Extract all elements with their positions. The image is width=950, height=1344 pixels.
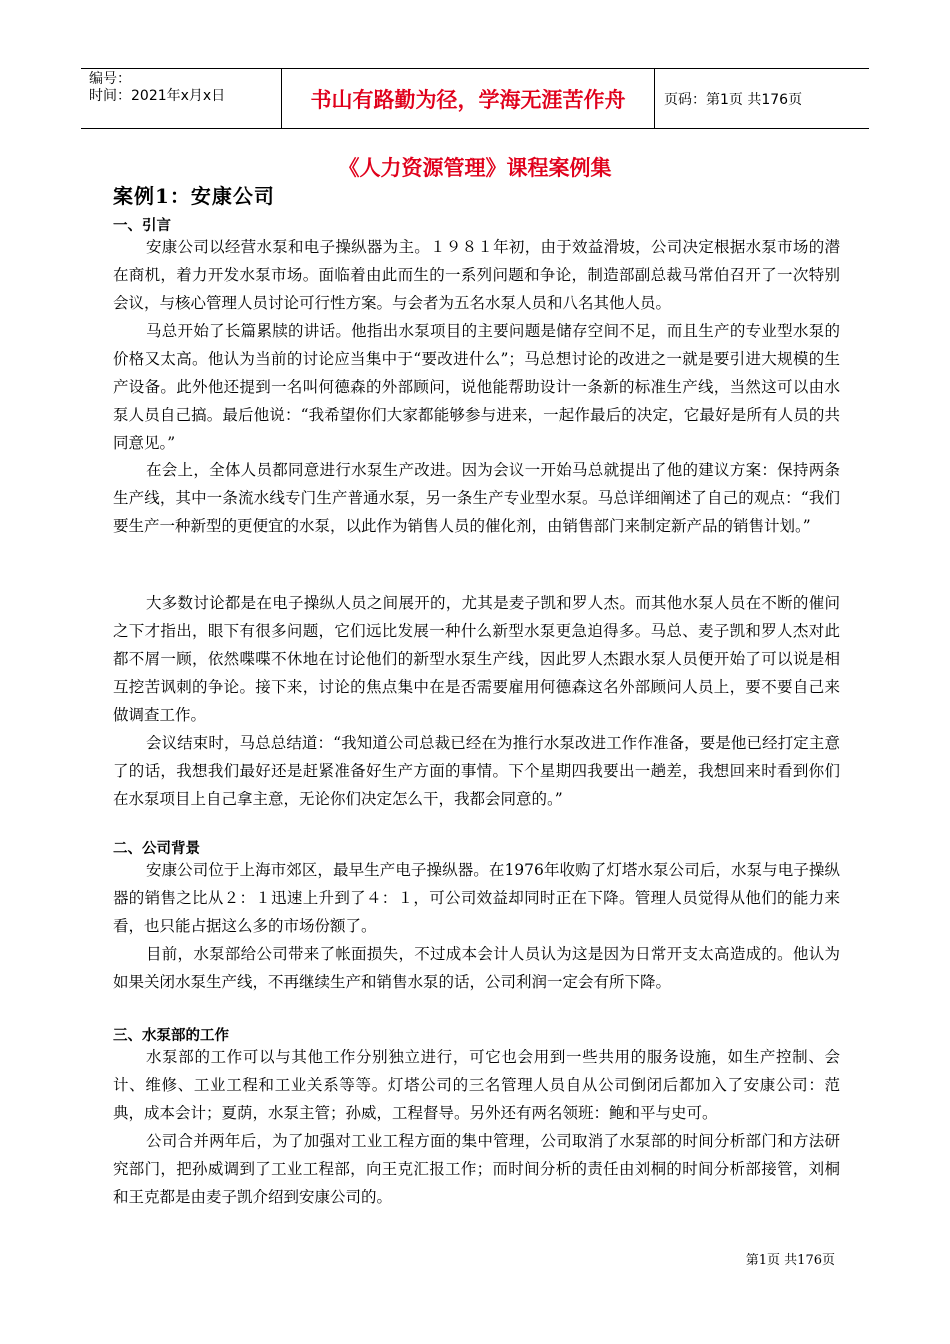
header-meta [81, 69, 282, 128]
paragraph: 公司合并两年后，为了加强对工业工程方面的集中管理，公司取消了水泵部的时间分析部门和方法研究部门，把孙威调到了工业工程部，向王克汇报工作；而时间分析的责任由刘桐的时间分析部接管，刘桐和王克都是由麦子凯介绍到安康公司的。 [113, 1132, 840, 1206]
number-label: 编号： [89, 71, 131, 87]
paragraph: 目前，水泵部给公司带来了帐面损失，不过成本会计人员认为这是因为日常开支太高造成的。他认为如果关闭水泵生产线，不再继续生产和销售水泵的话，公司利润一定会有所下降。 [113, 945, 840, 991]
document-title: 《人力资源管理》课程案例集 [338, 156, 612, 180]
time-label: 时间：2021年x月x日 [89, 88, 226, 104]
paragraph: 安康公司位于上海市郊区，最早生产电子操纵器。在1976年收购了灯塔水泵公司后，水泵与电子操纵器的销售之比从２：１迅速上升到了４：１，可公司效益却同时正在下降。管理人员觉得从他们的能力来看，也只能占据这么多的市场份额了。 [113, 861, 840, 935]
section-heading-background: 二、公司背景 [113, 841, 200, 857]
page-footer: 第1页 共176页 [745, 1253, 835, 1268]
section-heading-pump: 三、水泵部的工作 [113, 1028, 229, 1044]
paragraph: 会议结束时，马总总结道：“我知道公司总裁已经在为推行水泵改进工作作准备，要是他已经打定主意了的话，我想我们最好还是赶紧准备好生产方面的事情。下个星期四我要出一趟差，我想回来时看到你们在水泵项目上自己拿主意，无论你们决定怎么干，我都会同意的。” [113, 734, 840, 808]
page-info: 页码：第1页 共176页 [664, 91, 803, 108]
case-title: 案例1：安康公司 [113, 184, 275, 208]
paragraph: 在会上，全体人员都同意进行水泵生产改进。因为会议一开始马总就提出了他的建议方案：保持两条生产线，其中一条流水线专门生产普通水泵，另一条生产专业型水泵。马总详细阐述了自己的观点：“我们要生产一种新型的更便宜的水泵，以此作为销售人员的催化剂，由销售部门来制定新产品的销售计划。” [113, 461, 840, 535]
paragraph: 水泵部的工作可以与其他工作分别独立进行，可它也会用到一些共用的服务设施，如生产控制、会计、维修、工业工程和工业关系等等。灯塔公司的三名管理人员自从公司倒闭后都加入了安康公司：范典，成本会计；夏荫，水泵主管；孙威，工程督导。另外还有两名领班：鲍和平与史可。 [113, 1048, 840, 1122]
section-heading-intro: 一、引言 [113, 218, 171, 234]
paragraph: 安康公司以经营水泵和电子操纵器为主。１９８１年初，由于效益滑坡，公司决定根据水泵市场的潜在商机，着力开发水泵市场。面临着由此而生的一系列问题和争论，制造部副总裁马常伯召开了一次特别会议，与核心管理人员讨论可行性方案。与会者为五名水泵人员和八名其他人员。 [113, 238, 840, 312]
motto: 书山有路勤为径，学海无涯苦作舟 [282, 69, 655, 128]
paragraph: 马总开始了长篇累牍的讲话。他指出水泵项目的主要问题是储存空间不足，而且生产的专业型水泵的价格又太高。他认为当前的讨论应当集中于“要改进什么”；马总想讨论的改进之一就是要引进大规模的生产设备。此外他还提到一名叫何德森的外部顾问，说他能帮助设计一条新的标准生产线，当然这可以由水泵人员自己搞。最后他说：“我希望你们大家都能够参与进来，一起作最后的决定，它最好是所有人员的共同意见。” [113, 322, 840, 452]
document-header [81, 68, 869, 129]
paragraph: 大多数讨论都是在电子操纵人员之间展开的，尤其是麦子凯和罗人杰。而其他水泵人员在不断的催问之下才指出，眼下有很多问题，它们远比发展一种什么新型水泵更急迫得多。马总、麦子凯和罗人杰对此都不屑一顾，依然喋喋不休地在讨论他们的新型水泵生产线，因此罗人杰跟水泵人员便开始了可以说是相互挖苦讽刺的争论。接下来，讨论的焦点集中在是否需要雇用何德森这名外部顾问人员上，要不要自己来做调查工作。 [113, 594, 840, 724]
